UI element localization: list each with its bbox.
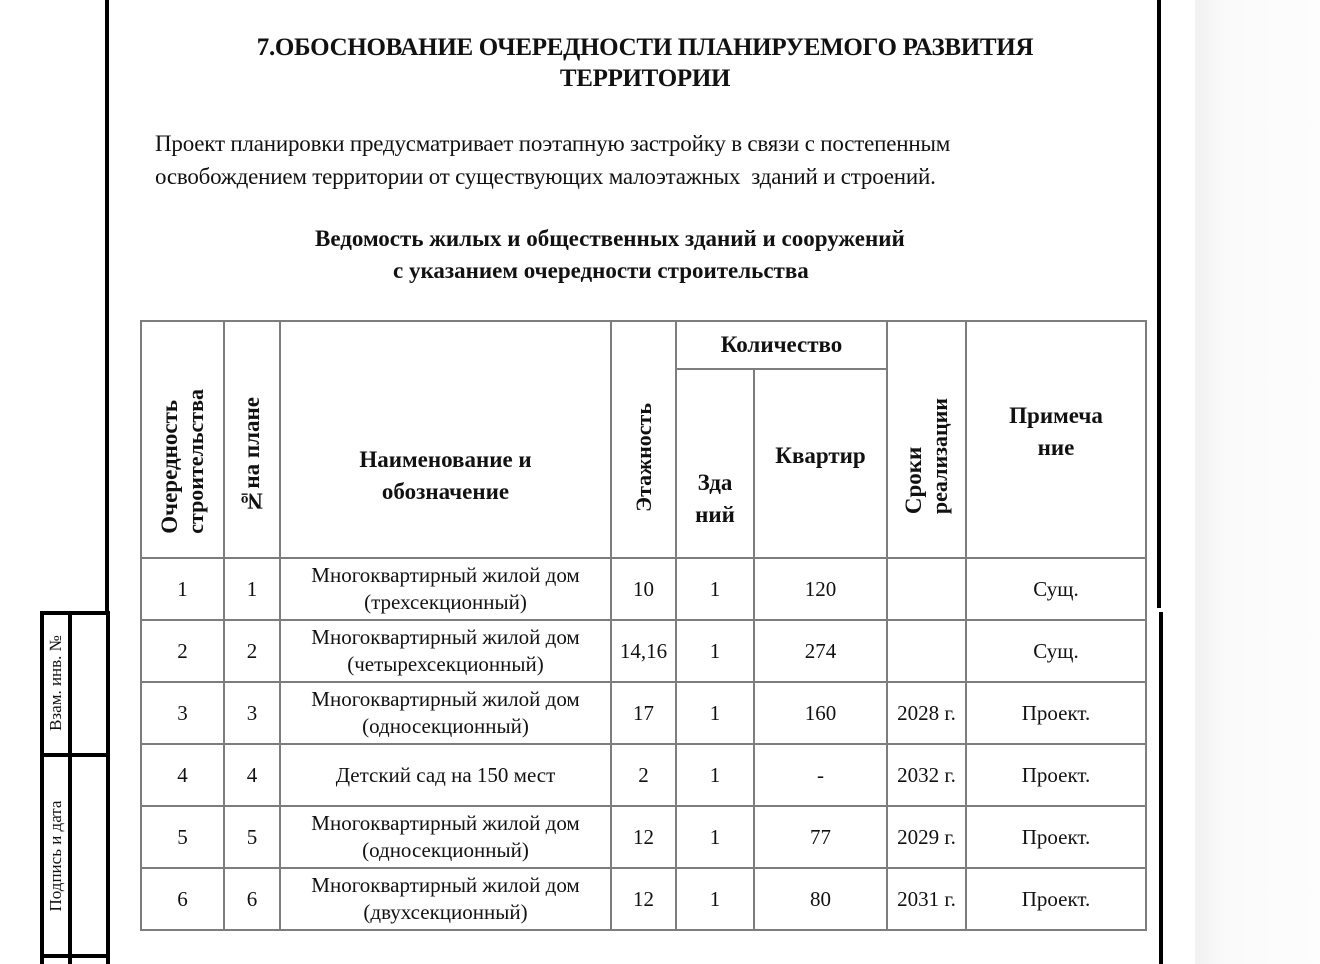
- cell-term: 2028 г.: [887, 682, 966, 744]
- header-note: Примеча ние: [966, 321, 1146, 558]
- section-title-line2: ТЕРРИТОРИИ: [559, 65, 731, 92]
- cell-note: Проект.: [966, 806, 1146, 868]
- cell-floors: 12: [611, 806, 676, 868]
- stamp-field-replace-inv-no: Взам. инв. №: [46, 635, 65, 731]
- cell-name: [280, 868, 611, 930]
- header-plan-no: №на плане: [224, 321, 280, 558]
- cell-floors: 17: [611, 682, 676, 744]
- header-floors: Этажность: [611, 321, 676, 558]
- cell-name-line1: Многоквартирный жилой дом: [311, 687, 580, 711]
- cell-name-line1: Многоквартирный жилой дом: [311, 625, 580, 649]
- stamp-field-signature-date: Подпись и дата: [46, 800, 65, 912]
- header-queue-text: Очередность строительства: [156, 389, 208, 534]
- section-title: [120, 32, 1170, 94]
- table-row: [141, 806, 1146, 868]
- cell-plan-no: 1: [224, 558, 280, 620]
- header-queue: [141, 321, 224, 558]
- cell-queue: 5: [141, 806, 224, 868]
- cell-note: Проект.: [966, 744, 1146, 806]
- cell-name-line1: Многоквартирный жилой дом: [311, 873, 580, 897]
- cell-plan-no: 6: [224, 868, 280, 930]
- cell-term: 2029 г.: [887, 806, 966, 868]
- cell-queue: 1: [141, 558, 224, 620]
- cell-name: [280, 806, 611, 868]
- cell-queue: 2: [141, 620, 224, 682]
- cell-name-line2: (трехсекционный): [364, 590, 527, 614]
- cell-queue: 4: [141, 744, 224, 806]
- cell-name-line1: Детский сад на 150 мест: [335, 762, 556, 787]
- header-buildings: Зда ний: [676, 369, 754, 558]
- header-terms: Сроки реализации: [887, 321, 966, 558]
- table-header-row: [141, 321, 1146, 369]
- cell-term: [887, 620, 966, 682]
- cell-note: Сущ.: [966, 620, 1146, 682]
- cell-apartments: -: [754, 744, 887, 806]
- cell-plan-no: 2: [224, 620, 280, 682]
- cell-term: 2031 г.: [887, 868, 966, 930]
- cell-plan-no: 5: [224, 806, 280, 868]
- cell-buildings: 1: [676, 806, 754, 868]
- cell-name-line2: (односекционный): [362, 714, 529, 738]
- table-row: [141, 620, 1146, 682]
- frame-left-line: [105, 0, 109, 614]
- table-title-line1: Ведомость жилых и общественных зданий и сооружений: [315, 226, 905, 251]
- cell-note: Проект.: [966, 868, 1146, 930]
- cell-plan-no: 4: [224, 744, 280, 806]
- cell-buildings: 1: [676, 682, 754, 744]
- cell-name-line2: (двухсекционный): [363, 900, 528, 924]
- cell-floors: 2: [611, 744, 676, 806]
- cell-apartments: 120: [754, 558, 887, 620]
- cell-buildings: 1: [676, 558, 754, 620]
- cell-term: [887, 558, 966, 620]
- table-row: [141, 682, 1146, 744]
- cell-floors: 12: [611, 868, 676, 930]
- buildings-table: [140, 320, 1147, 931]
- header-quantity: Количество: [676, 321, 887, 369]
- cell-name-line1: Многоквартирный жилой дом: [311, 811, 580, 835]
- intro-paragraph-line2: освобождением территории от существующих малоэтажных зданий и строений.: [155, 164, 936, 189]
- cell-buildings: 1: [676, 620, 754, 682]
- table-row: [141, 744, 1146, 806]
- cell-note: Сущ.: [966, 558, 1146, 620]
- cell-apartments: 160: [754, 682, 887, 744]
- cell-buildings: 1: [676, 868, 754, 930]
- header-apartments: Квартир: [754, 369, 887, 558]
- cell-queue: 6: [141, 868, 224, 930]
- cell-name-line2: (односекционный): [362, 838, 529, 862]
- cell-floors: 10: [611, 558, 676, 620]
- table-row: [141, 868, 1146, 930]
- header-name: Наименование и обозначение: [280, 321, 611, 558]
- cell-plan-no: 3: [224, 682, 280, 744]
- intro-paragraph: [155, 127, 1155, 193]
- cell-name: [280, 682, 611, 744]
- cell-name-line1: Многоквартирный жилой дом: [311, 563, 580, 587]
- cell-floors: 14,16: [611, 620, 676, 682]
- cell-term: 2032 г.: [887, 744, 966, 806]
- cell-buildings: 1: [676, 744, 754, 806]
- cell-apartments: 77: [754, 806, 887, 868]
- cell-name: [280, 558, 611, 620]
- frame-right-line-lower: [1159, 612, 1163, 964]
- cell-queue: 3: [141, 682, 224, 744]
- cell-note: Проект.: [966, 682, 1146, 744]
- cell-apartments: 80: [754, 868, 887, 930]
- table-title-line2: с указанием очередности строительства: [393, 258, 809, 283]
- cell-apartments: 274: [754, 620, 887, 682]
- table-row: [141, 558, 1146, 620]
- cell-name: [280, 620, 611, 682]
- page-margin-background: [1195, 0, 1320, 964]
- cell-name: [280, 744, 611, 806]
- cell-name-line2: (четырехсекционный): [347, 652, 544, 676]
- intro-paragraph-line1: Проект планировки предусматривает поэтапную застройку в связи с постепенным: [155, 131, 951, 156]
- section-title-line1: 7.ОБОСНОВАНИЕ ОЧЕРЕДНОСТИ ПЛАНИРУЕМОГО РАЗВИТИЯ: [256, 34, 1034, 61]
